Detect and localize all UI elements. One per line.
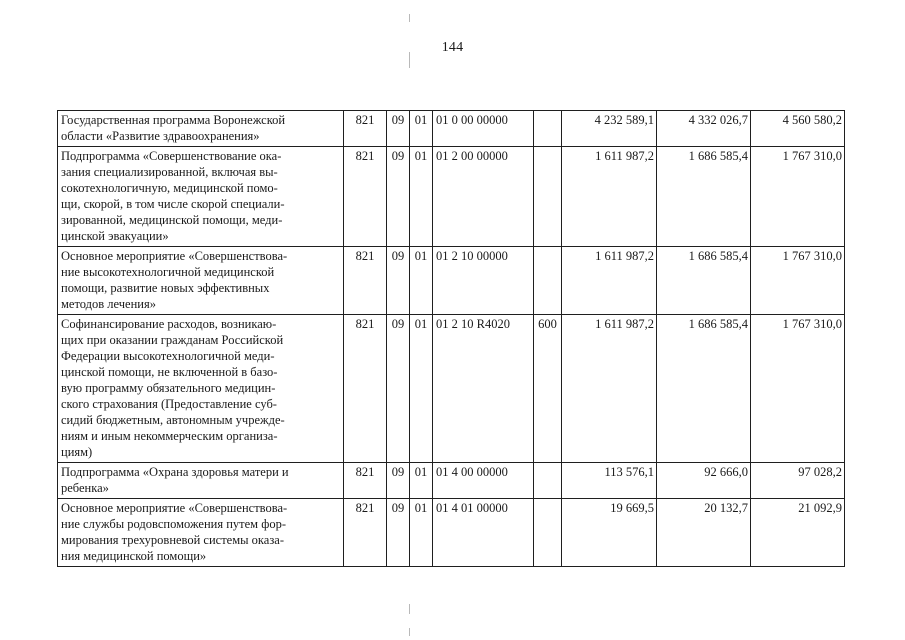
cell-section: 09 xyxy=(387,499,410,567)
cell-amount-year2: 1 686 585,4 xyxy=(657,315,751,463)
cell-amount-year1: 113 576,1 xyxy=(562,463,657,499)
cell-amount-year1: 1 611 987,2 xyxy=(562,315,657,463)
item-name-line: вую программу обязательного медицин- xyxy=(61,381,276,395)
table-body xyxy=(58,111,845,567)
cell-target-article: 01 4 00 00000 xyxy=(433,463,534,499)
item-name-line: Софинансирование расходов, возникаю- xyxy=(61,317,277,331)
table-row xyxy=(58,499,845,567)
page-number: 144 xyxy=(441,40,464,55)
item-name-line: Федерации высокотехнологичной меди- xyxy=(61,349,275,363)
cell-subsection: 01 xyxy=(410,111,433,147)
cell-subsection: 01 xyxy=(410,463,433,499)
table-row xyxy=(58,463,845,499)
table-row xyxy=(58,247,845,315)
cell-ministry: 821 xyxy=(344,147,387,247)
cell-target-article: 01 4 01 00000 xyxy=(433,499,534,567)
cell-expense-kind xyxy=(534,463,562,499)
cell-subsection: 01 xyxy=(410,247,433,315)
item-name-line: ребенка» xyxy=(61,481,109,495)
cell-ministry: 821 xyxy=(344,463,387,499)
cell-item-name xyxy=(58,463,344,499)
cell-item-name xyxy=(58,111,344,147)
item-name-line: ского страхования (Предоставление суб- xyxy=(61,397,277,411)
cell-item-name xyxy=(58,147,344,247)
cell-item-name xyxy=(58,247,344,315)
cell-section: 09 xyxy=(387,463,410,499)
cell-amount-year1: 19 669,5 xyxy=(562,499,657,567)
item-name-line: сокотехнологичную, медицинской помо- xyxy=(61,181,278,195)
item-name-line: ние высокотехнологичной медицинской xyxy=(61,265,275,279)
cell-item-name xyxy=(58,315,344,463)
item-name-line: цинской помощи, не включенной в базо- xyxy=(61,365,278,379)
item-name-line: ние службы родовспоможения путем фор- xyxy=(61,517,286,531)
cell-amount-year2: 1 686 585,4 xyxy=(657,247,751,315)
cell-amount-year2: 4 332 026,7 xyxy=(657,111,751,147)
cell-expense-kind xyxy=(534,499,562,567)
cell-expense-kind xyxy=(534,247,562,315)
item-name-line: Подпрограмма «Охрана здоровья матери и xyxy=(61,465,289,479)
cell-target-article: 01 2 10 00000 xyxy=(433,247,534,315)
cell-expense-kind: 600 xyxy=(534,315,562,463)
cell-ministry: 821 xyxy=(344,247,387,315)
item-name-line: Основное мероприятие «Совершенствова- xyxy=(61,501,288,515)
cell-target-article: 01 2 00 00000 xyxy=(433,147,534,247)
item-name-line: мирования трехуровневой системы оказа- xyxy=(61,533,284,547)
cell-amount-year2: 92 666,0 xyxy=(657,463,751,499)
cell-amount-year3: 97 028,2 xyxy=(751,463,845,499)
cell-subsection: 01 xyxy=(410,147,433,247)
cell-target-article: 01 2 10 R4020 xyxy=(433,315,534,463)
cell-amount-year3: 21 092,9 xyxy=(751,499,845,567)
item-name-line: циям) xyxy=(61,445,93,459)
cell-amount-year3: 1 767 310,0 xyxy=(751,247,845,315)
item-name-line: щи, скорой, в том числе скорой специали- xyxy=(61,197,285,211)
cell-section: 09 xyxy=(387,111,410,147)
scan-mark xyxy=(409,604,410,614)
scan-mark xyxy=(409,628,410,636)
cell-amount-year2: 1 686 585,4 xyxy=(657,147,751,247)
item-name-line: области «Развитие здравоохранения» xyxy=(61,129,260,143)
cell-expense-kind xyxy=(534,111,562,147)
cell-section: 09 xyxy=(387,315,410,463)
item-name-line: Основное мероприятие «Совершенствова- xyxy=(61,249,288,263)
item-name-line: ниям и иным некоммерческим организа- xyxy=(61,429,278,443)
cell-ministry: 821 xyxy=(344,315,387,463)
cell-amount-year3: 1 767 310,0 xyxy=(751,147,845,247)
cell-subsection: 01 xyxy=(410,499,433,567)
cell-amount-year2: 20 132,7 xyxy=(657,499,751,567)
table-row xyxy=(58,315,845,463)
cell-amount-year1: 1 611 987,2 xyxy=(562,247,657,315)
item-name-line: сидий бюджетным, автономным учрежде- xyxy=(61,413,285,427)
item-name-line: Подпрограмма «Совершенствование ока- xyxy=(61,149,282,163)
cell-expense-kind xyxy=(534,147,562,247)
cell-amount-year1: 1 611 987,2 xyxy=(562,147,657,247)
budget-table xyxy=(57,110,845,567)
item-name-line: щих при оказании гражданам Российской xyxy=(61,333,284,347)
cell-amount-year1: 4 232 589,1 xyxy=(562,111,657,147)
item-name-line: ния медицинской помощи» xyxy=(61,549,207,563)
cell-amount-year3: 4 560 580,2 xyxy=(751,111,845,147)
item-name-line: Государственная программа Воронежской xyxy=(61,113,286,127)
item-name-line: зания специализированной, включая вы- xyxy=(61,165,278,179)
cell-ministry: 821 xyxy=(344,111,387,147)
cell-item-name xyxy=(58,499,344,567)
cell-ministry: 821 xyxy=(344,499,387,567)
item-name-line: помощи, развитие новых эффективных xyxy=(61,281,270,295)
cell-subsection: 01 xyxy=(410,315,433,463)
item-name-line: методов лечения» xyxy=(61,297,156,311)
table-row xyxy=(58,111,845,147)
cell-section: 09 xyxy=(387,147,410,247)
cell-target-article: 01 0 00 00000 xyxy=(433,111,534,147)
table-row xyxy=(58,147,845,247)
cell-section: 09 xyxy=(387,247,410,315)
item-name-line: цинской эвакуации» xyxy=(61,229,169,243)
item-name-line: зированной, медицинской помощи, меди- xyxy=(61,213,283,227)
cell-amount-year3: 1 767 310,0 xyxy=(751,315,845,463)
scan-mark xyxy=(409,14,410,22)
